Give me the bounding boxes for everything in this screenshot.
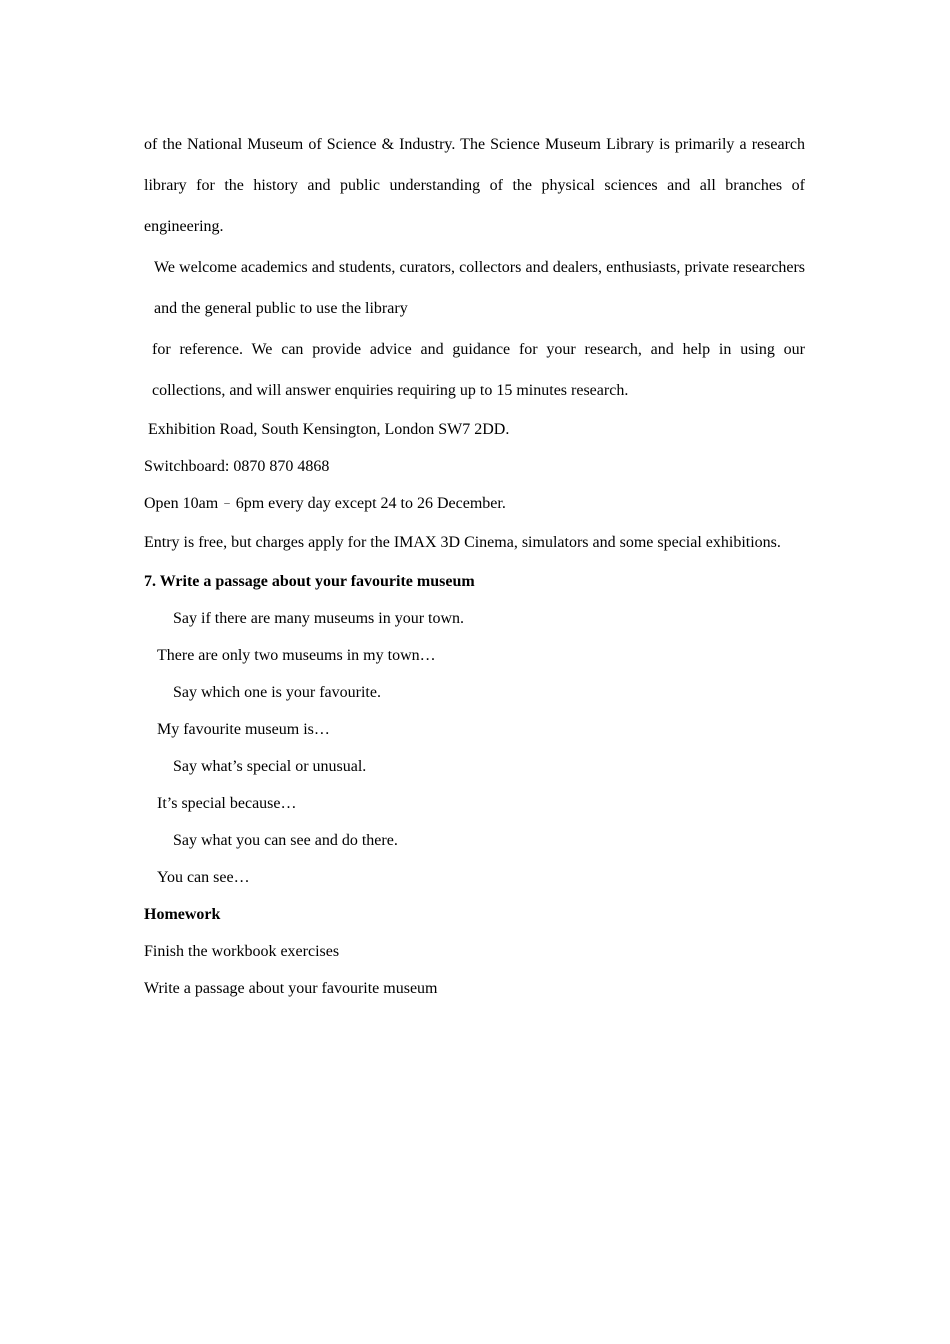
opening-hours-start: Open 10am [144,495,219,512]
section-heading: 7. Write a passage about your favourite museum [144,573,475,590]
prompt-museums-count: Say if there are many museums in your town. [173,610,465,627]
prompt-see-and-do: Say what you can see and do there. [173,832,398,849]
reference-paragraph: for reference. We can provide advice and guidance for your research, and help in using our collections, and will answer enquiries requiring up to 15 minutes research. [152,341,805,399]
document-body [144,124,805,1007]
library-description-paragraph: of the National Museum of Science & Industry. The Science Museum Library is primarily a research library for the history and public understanding of the physical sciences and all branches of engineering. [144,136,805,235]
address-line: Exhibition Road, South Kensington, London SW7 2DD. [148,421,510,438]
answer-favourite: My favourite museum is… [157,721,330,738]
answer-see-and-do: You can see… [157,869,250,886]
homework-heading: Homework [144,906,221,923]
prompt-favourite: Say which one is your favourite. [173,684,381,701]
answer-museums-count: There are only two museums in my town… [157,647,436,664]
opening-hours-line [144,485,805,522]
homework-item-workbook: Finish the workbook exercises [144,943,340,960]
switchboard-line: Switchboard: 0870 870 4868 [144,458,330,475]
entry-paragraph: Entry is free, but charges apply for the IMAX 3D Cinema, simulators and some special exhibitions. [144,534,781,551]
welcome-paragraph: We welcome academics and students, curators, collectors and dealers, enthusiasts, private researchers and the general public to use the library [154,259,805,317]
prompt-special: Say what’s special or unusual. [173,758,367,775]
answer-special: It’s special because… [157,795,297,812]
opening-hours-dash: – [224,497,230,509]
opening-hours-end: 6pm every day except 24 to 26 December. [235,495,506,512]
homework-item-passage: Write a passage about your favourite museum [144,980,438,997]
